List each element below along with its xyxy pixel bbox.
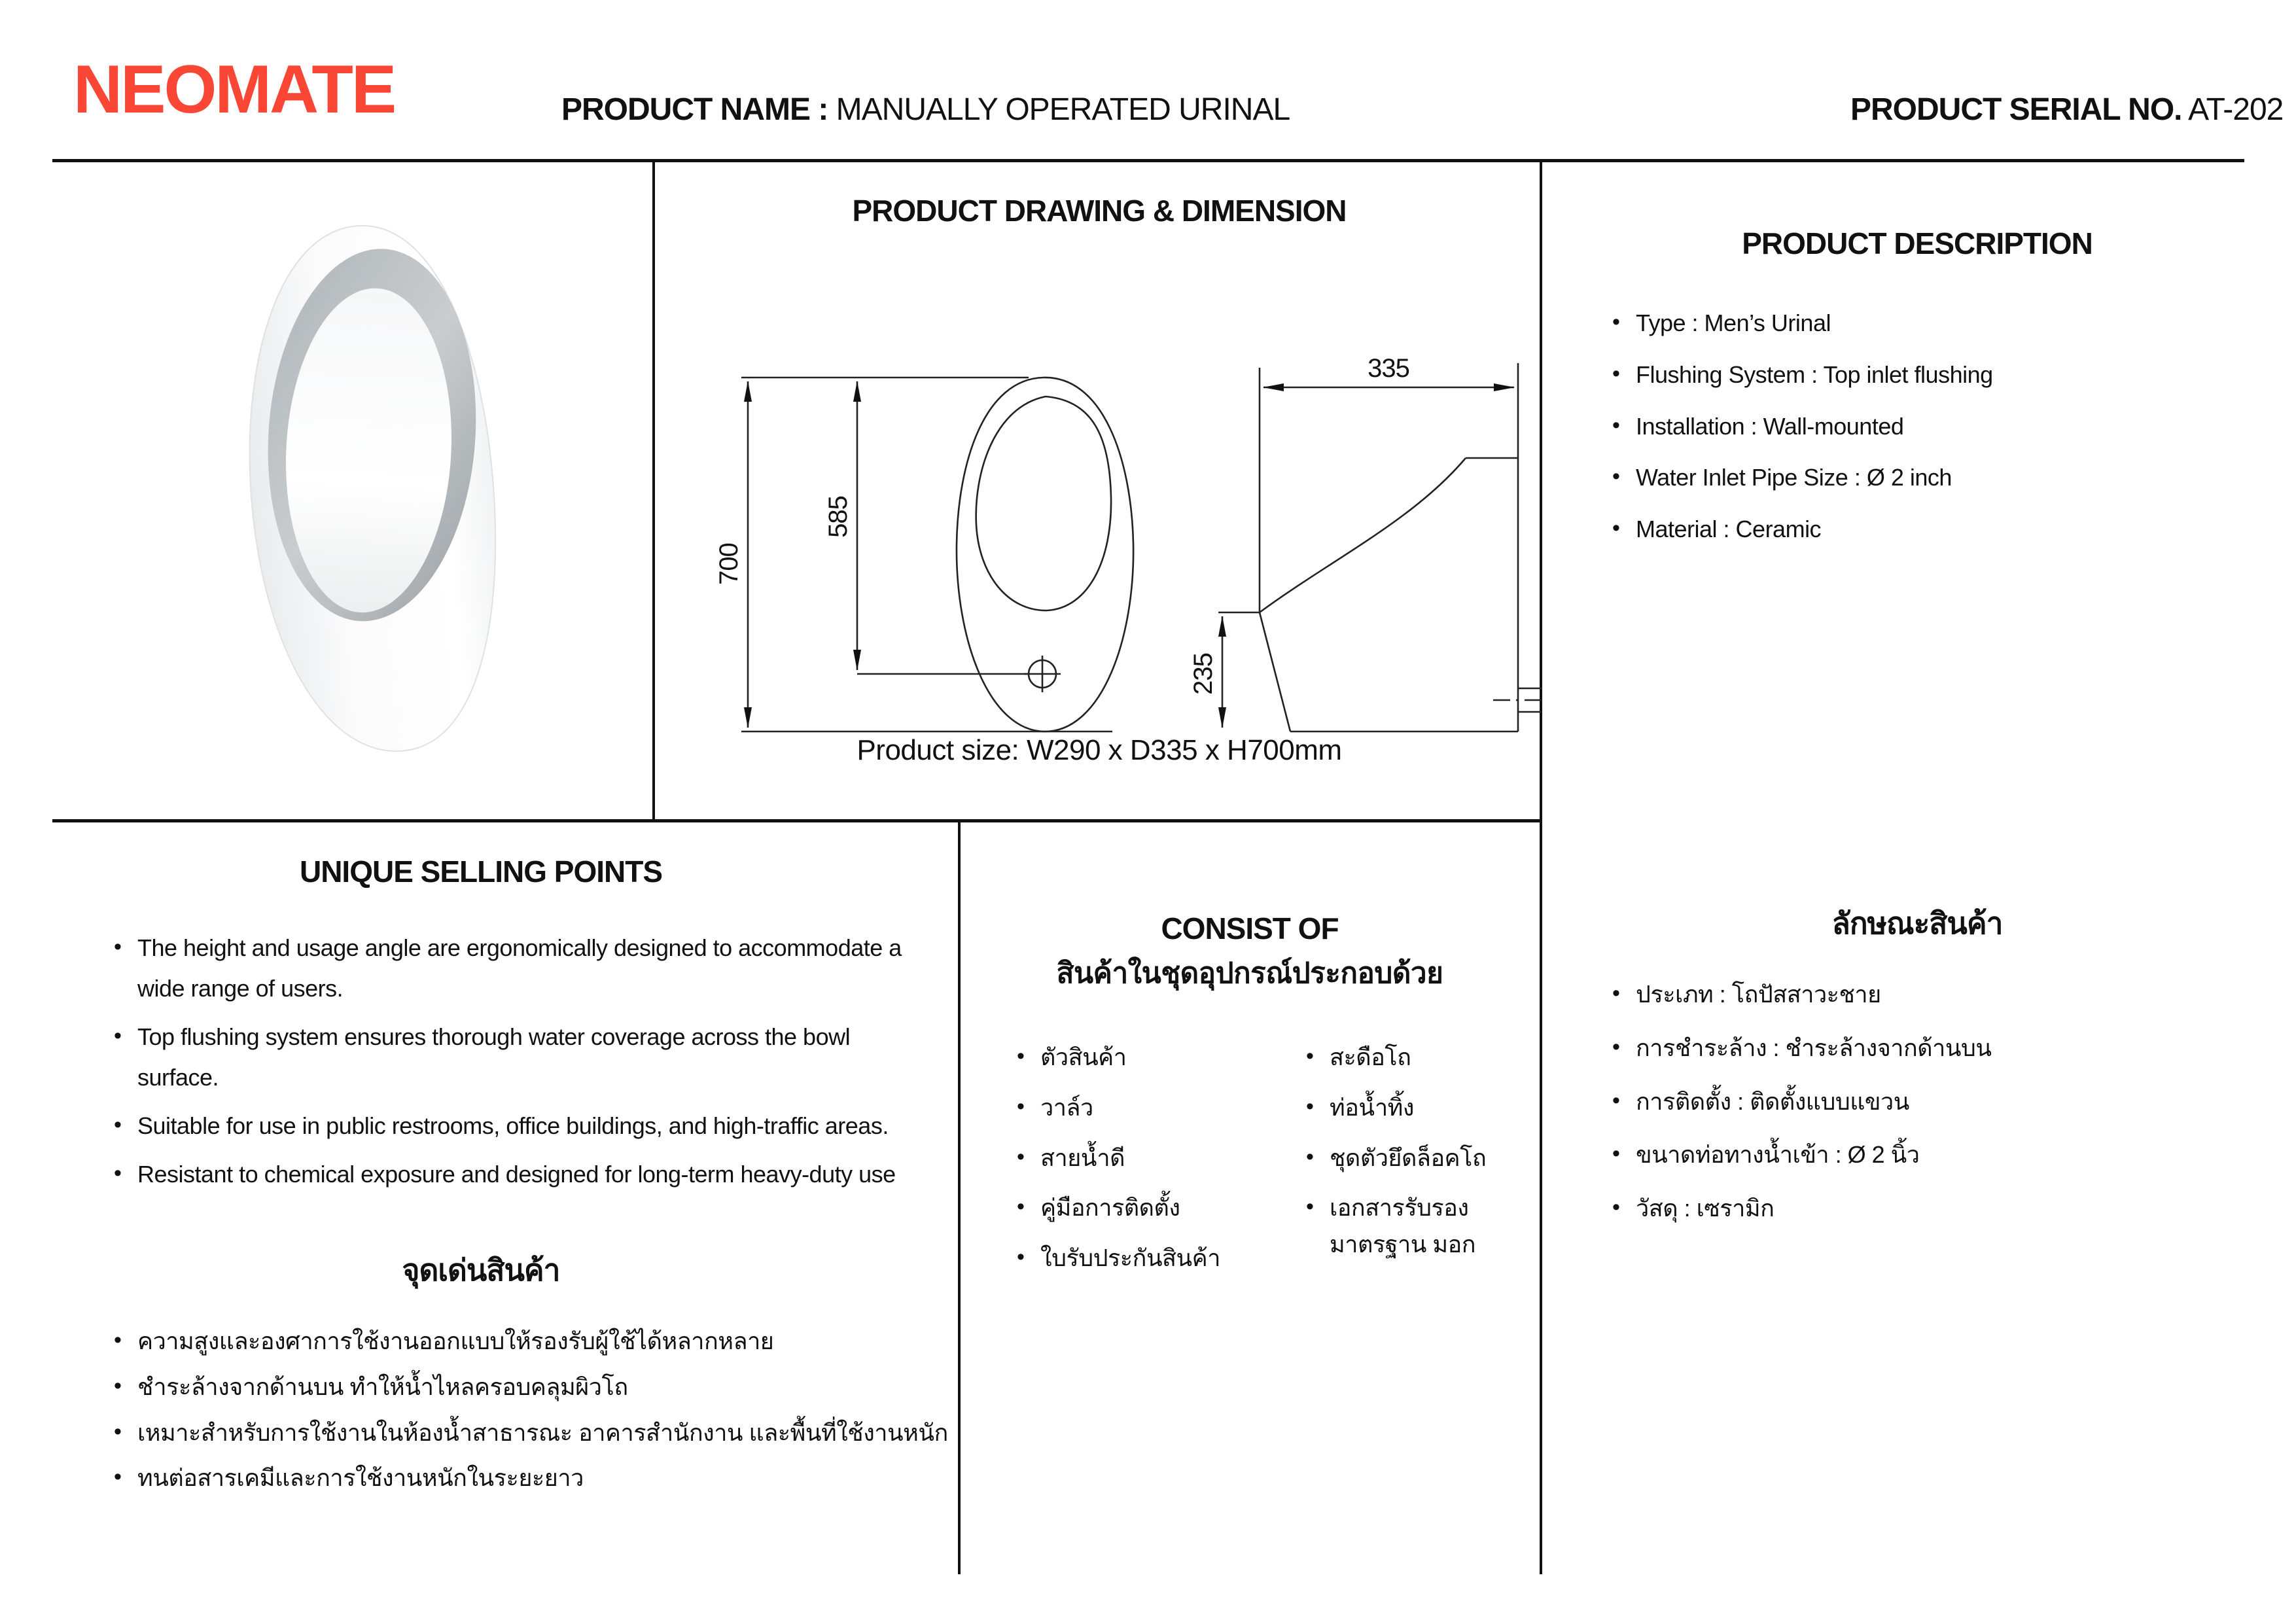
product-name-value: MANUALLY OPERATED URINAL	[836, 92, 1290, 127]
consist-item: • เอกสารรับรอง มาตรฐาน มอก	[1302, 1190, 1518, 1263]
features-thai-item: • ประเภท : โถปัสสาวะชาย	[1608, 976, 2263, 1013]
usp-item: • The height and usage angle are ergonomically designed to accommodate a wide range of users.	[110, 928, 928, 1009]
side-view-bowl-curve	[1260, 458, 1466, 612]
usp-item: • Suitable for use in public restrooms, office buildings, and high-traffic areas.	[110, 1106, 928, 1146]
dimension-drawing	[654, 164, 1542, 818]
consist-item: • ชุดตัวยึดล็อคโถ	[1302, 1140, 1518, 1176]
dim-label-585: 585	[824, 496, 853, 538]
description-item: • Material : Ceramic	[1608, 511, 2263, 548]
serial-value: AT-202	[2188, 92, 2284, 127]
usp-item-thai: • ความสูงและองศาการใช้งานออกแบบให้รองรับผู้ใช้ได้หลากหลาย	[110, 1323, 947, 1360]
features-thai-item: • ขนาดท่อทางน้ำเข้า : Ø 2 นิ้ว	[1608, 1137, 2263, 1173]
front-view-bowl	[976, 397, 1111, 610]
consist-item: • สายน้ำดี	[1013, 1140, 1275, 1176]
description-item: • Flushing System : Top inlet flushing	[1608, 357, 2263, 393]
serial-label: PRODUCT SERIAL NO.	[1850, 92, 2182, 127]
dim-label-235: 235	[1189, 653, 1218, 695]
usp-list	[110, 928, 928, 1202]
description-item: • Water Inlet Pipe Size : Ø 2 inch	[1608, 459, 2263, 496]
serial-line	[1850, 92, 2283, 128]
product-photo	[177, 190, 569, 779]
divider-usp-consist	[958, 822, 961, 1574]
description-item: • Type : Men’s Urinal	[1608, 305, 2263, 342]
features-thai-title: ลักษณะสินค้า	[1831, 906, 2003, 940]
description-item: • Installation : Wall-mounted	[1608, 408, 2263, 445]
drawing-title: PRODUCT DRAWING & DIMENSION	[852, 194, 1347, 228]
usp-item: • Top flushing system ensures thorough water coverage across the bowl surface.	[110, 1017, 928, 1098]
header-rule	[52, 159, 2244, 162]
consist-item: • ใบรับประกันสินค้า	[1013, 1240, 1275, 1277]
usp-item-thai: • เหมาะสำหรับการใช้งานในห้องน้ำสาธารณะ อาคารสำนักงาน และพื้นที่ใช้งานหนัก	[110, 1415, 947, 1451]
consist-item: • ท่อน้ำทิ้ง	[1302, 1089, 1518, 1126]
description-list	[1608, 305, 2263, 563]
description-title: PRODUCT DESCRIPTION	[1742, 226, 2093, 260]
features-thai-item: • การชำระล้าง : ชำระล้างจากด้านบน	[1608, 1030, 2263, 1067]
urinal-photo-graphic	[177, 190, 569, 779]
usp-list-thai	[110, 1323, 947, 1506]
divider-horizontal-mid	[52, 819, 1542, 822]
brand-logo: NEOMATE	[73, 52, 395, 128]
product-name-line	[561, 92, 1290, 128]
front-view-outline	[957, 378, 1133, 732]
consist-col1	[1013, 1039, 1275, 1290]
consist-title: CONSIST OF	[1161, 911, 1339, 945]
usp-item-thai: • ชำระล้างจากด้านบน ทำให้น้ำไหลครอบคลุมผิวโถ	[110, 1369, 947, 1405]
features-thai-item: • การติดตั้ง : ติดตั้งแบบแขวน	[1608, 1084, 2263, 1120]
usp-title-thai: จุดเด่นสินค้า	[402, 1253, 560, 1287]
consist-item: • คู่มือการติดตั้ง	[1013, 1190, 1275, 1226]
features-thai-item: • วัสดุ : เซรามิก	[1608, 1190, 2263, 1227]
product-size-note: Product size: W290 x D335 x H700mm	[857, 734, 1342, 766]
consist-item: • ตัวสินค้า	[1013, 1039, 1275, 1076]
consist-title-thai: สินค้าในชุดอุปกรณ์ประกอบด้วย	[1056, 957, 1443, 989]
consist-item: • วาล์ว	[1013, 1089, 1275, 1126]
product-name-label: PRODUCT NAME :	[561, 92, 828, 127]
consist-item: • สะดือโถ	[1302, 1039, 1518, 1076]
features-thai-list	[1608, 976, 2263, 1244]
consist-col2	[1302, 1039, 1518, 1277]
usp-item-thai: • ทนต่อสารเคมีและการใช้งานหนักในระยะยาว	[110, 1460, 947, 1496]
usp-item: • Resistant to chemical exposure and designed for long-term heavy-duty use	[110, 1154, 928, 1195]
usp-title: UNIQUE SELLING POINTS	[299, 855, 663, 889]
dim-label-700: 700	[715, 543, 743, 585]
dim-label-335: 335	[1368, 354, 1409, 383]
